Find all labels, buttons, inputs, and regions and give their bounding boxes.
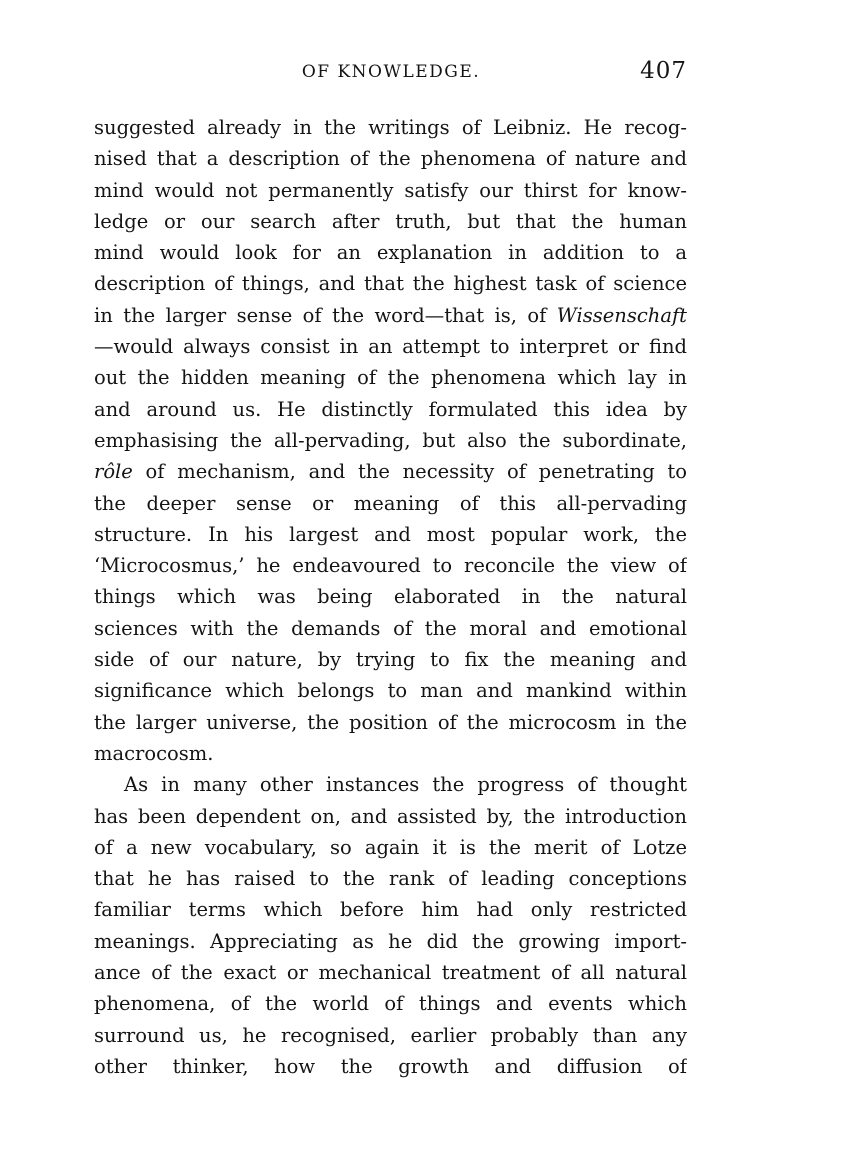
text-line: description of things, and that the highest task of science [94,272,687,296]
text-line: side of our nature, by trying to fix the meaning and [94,648,687,672]
text-line: As in many other instances the progress of thought [124,773,687,797]
text-line: other thinker, how the growth and diffusion of [94,1054,687,1078]
text-line: macrocosm. [94,741,214,765]
text-line: meanings. Appreciating as he did the growing import- [94,929,687,953]
text-line: structure. In his largest and most popular work, the [94,522,687,546]
running-head [95,58,687,92]
page-number: 407 [640,58,687,84]
text-line: has been dependent on, and assisted by, the introduction [94,804,687,828]
text-line: the deeper sense or meaning of this all-pervading [94,491,687,515]
running-title: OF KNOWLEDGE. [301,62,481,82]
text-line: ledge or our search after truth, but that the human [94,209,687,233]
text-line: rôle of mechanism, and the necessity of penetrating to [94,460,687,484]
text-line: familiar terms which before him had only restricted [94,898,687,922]
text-line: out the hidden meaning of the phenomena which lay in [94,366,687,390]
text-line: mind would look for an explanation in addition to a [94,241,687,265]
text-line: suggested already in the writings of Leibniz. He recog- [94,116,687,139]
text-line: and around us. He distinctly formulated this idea by [94,397,687,421]
text-line: emphasising the all-pervading, but also the subordinate, [94,428,687,452]
text-line: that he has raised to the rank of leading conceptions [94,867,687,891]
text-line: sciences with the demands of the moral and emotional [94,616,687,640]
text-line: in the larger sense of the word—that is, of Wissenschaft [94,303,687,327]
text-line: —would always consist in an attempt to interpret or find [94,335,687,359]
text-line: the larger universe, the position of the microcosm in the [94,710,687,734]
text-line: significance which belongs to man and mankind within [94,679,687,703]
body-text [94,112,687,1082]
text-line: mind would not permanently satisfy our thirst for know- [94,178,687,202]
paragraph-1 [94,112,687,769]
text-line: of a new vocabulary, so again it is the merit of Lotze [94,835,687,859]
text-line: ance of the exact or mechanical treatment of all natural [94,961,687,985]
text-line: things which was being elaborated in the natural [94,585,687,609]
text-line: ‘Microcosmus,’ he endeavoured to reconcile the view of [94,554,687,578]
text-line: nised that a description of the phenomena of nature and [94,147,687,171]
paragraph-2 [94,769,687,1082]
text-line: phenomena, of the world of things and events which [94,992,687,1016]
text-line: surround us, he recognised, earlier probably than any [94,1023,687,1047]
